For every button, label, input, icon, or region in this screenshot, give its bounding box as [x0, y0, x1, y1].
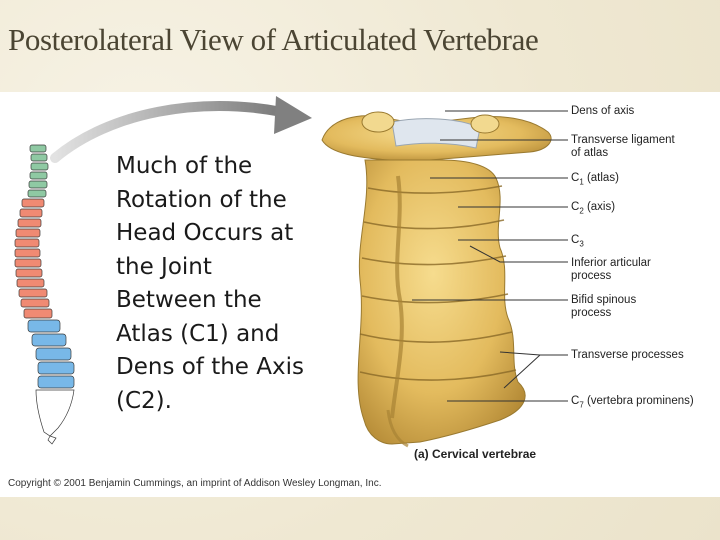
label-subscript: 1 — [579, 177, 584, 187]
label-dens-of-axis: Dens of axis — [571, 105, 635, 117]
body-line: Rotation of the — [116, 186, 287, 213]
lumbar-region — [28, 320, 74, 388]
label-letter: C — [571, 395, 580, 407]
label-letter: C — [571, 201, 580, 213]
body-line: Dens of the Axis — [116, 354, 304, 380]
cervical-region — [28, 145, 48, 197]
label-line: of atlas — [571, 147, 609, 159]
label-line: process — [571, 307, 612, 319]
label-c7-vertebra-prominens — [571, 395, 694, 411]
label-letter: C — [571, 172, 580, 184]
label-subscript: 2 — [579, 206, 584, 216]
label-rest: (vertebra prominens) — [583, 395, 694, 407]
label-c2-axis — [571, 201, 615, 217]
cervical-vertebrae-illustration — [322, 100, 560, 446]
body-line: Much of the — [116, 153, 253, 179]
copyright-notice: Copyright © 2001 Benjamin Cummings, an imprint of Addison Wesley Longman, Inc. — [8, 478, 382, 489]
label-line: process — [571, 270, 612, 282]
label-subscript: 3 — [579, 239, 584, 249]
body-line: Head Occurs at — [116, 220, 294, 246]
label-letter: C — [571, 234, 580, 246]
label-subscript: 7 — [579, 400, 584, 410]
sacrum-region — [36, 390, 74, 444]
label-inferior-articular-process — [571, 257, 651, 283]
thoracic-region — [15, 199, 52, 318]
spine-column-icon — [15, 145, 74, 444]
body-line: Atlas (C1) and — [116, 320, 280, 347]
slide-title: Posterolateral View of Articulated Vertebrae — [8, 22, 539, 57]
label-bifid-spinous-process — [571, 294, 636, 320]
label-line: Inferior articular — [571, 257, 651, 269]
label-rest: (atlas) — [583, 172, 619, 184]
label-rest: (axis) — [583, 201, 616, 213]
label-line: Bifid spinous — [571, 294, 637, 306]
label-transverse-ligament — [571, 134, 675, 160]
label-line: Transverse ligament — [571, 134, 675, 146]
body-line: the Joint — [116, 253, 212, 280]
body-line: (C2). — [116, 387, 172, 414]
label-c1-atlas — [571, 172, 619, 188]
rotation-arrow — [55, 96, 312, 158]
figure-caption: (a) Cervical vertebrae — [414, 447, 537, 461]
body-line: Between the — [116, 287, 262, 313]
label-transverse-processes: Transverse processes — [571, 349, 684, 361]
slide-body-text — [116, 150, 326, 418]
label-c3 — [571, 234, 584, 250]
